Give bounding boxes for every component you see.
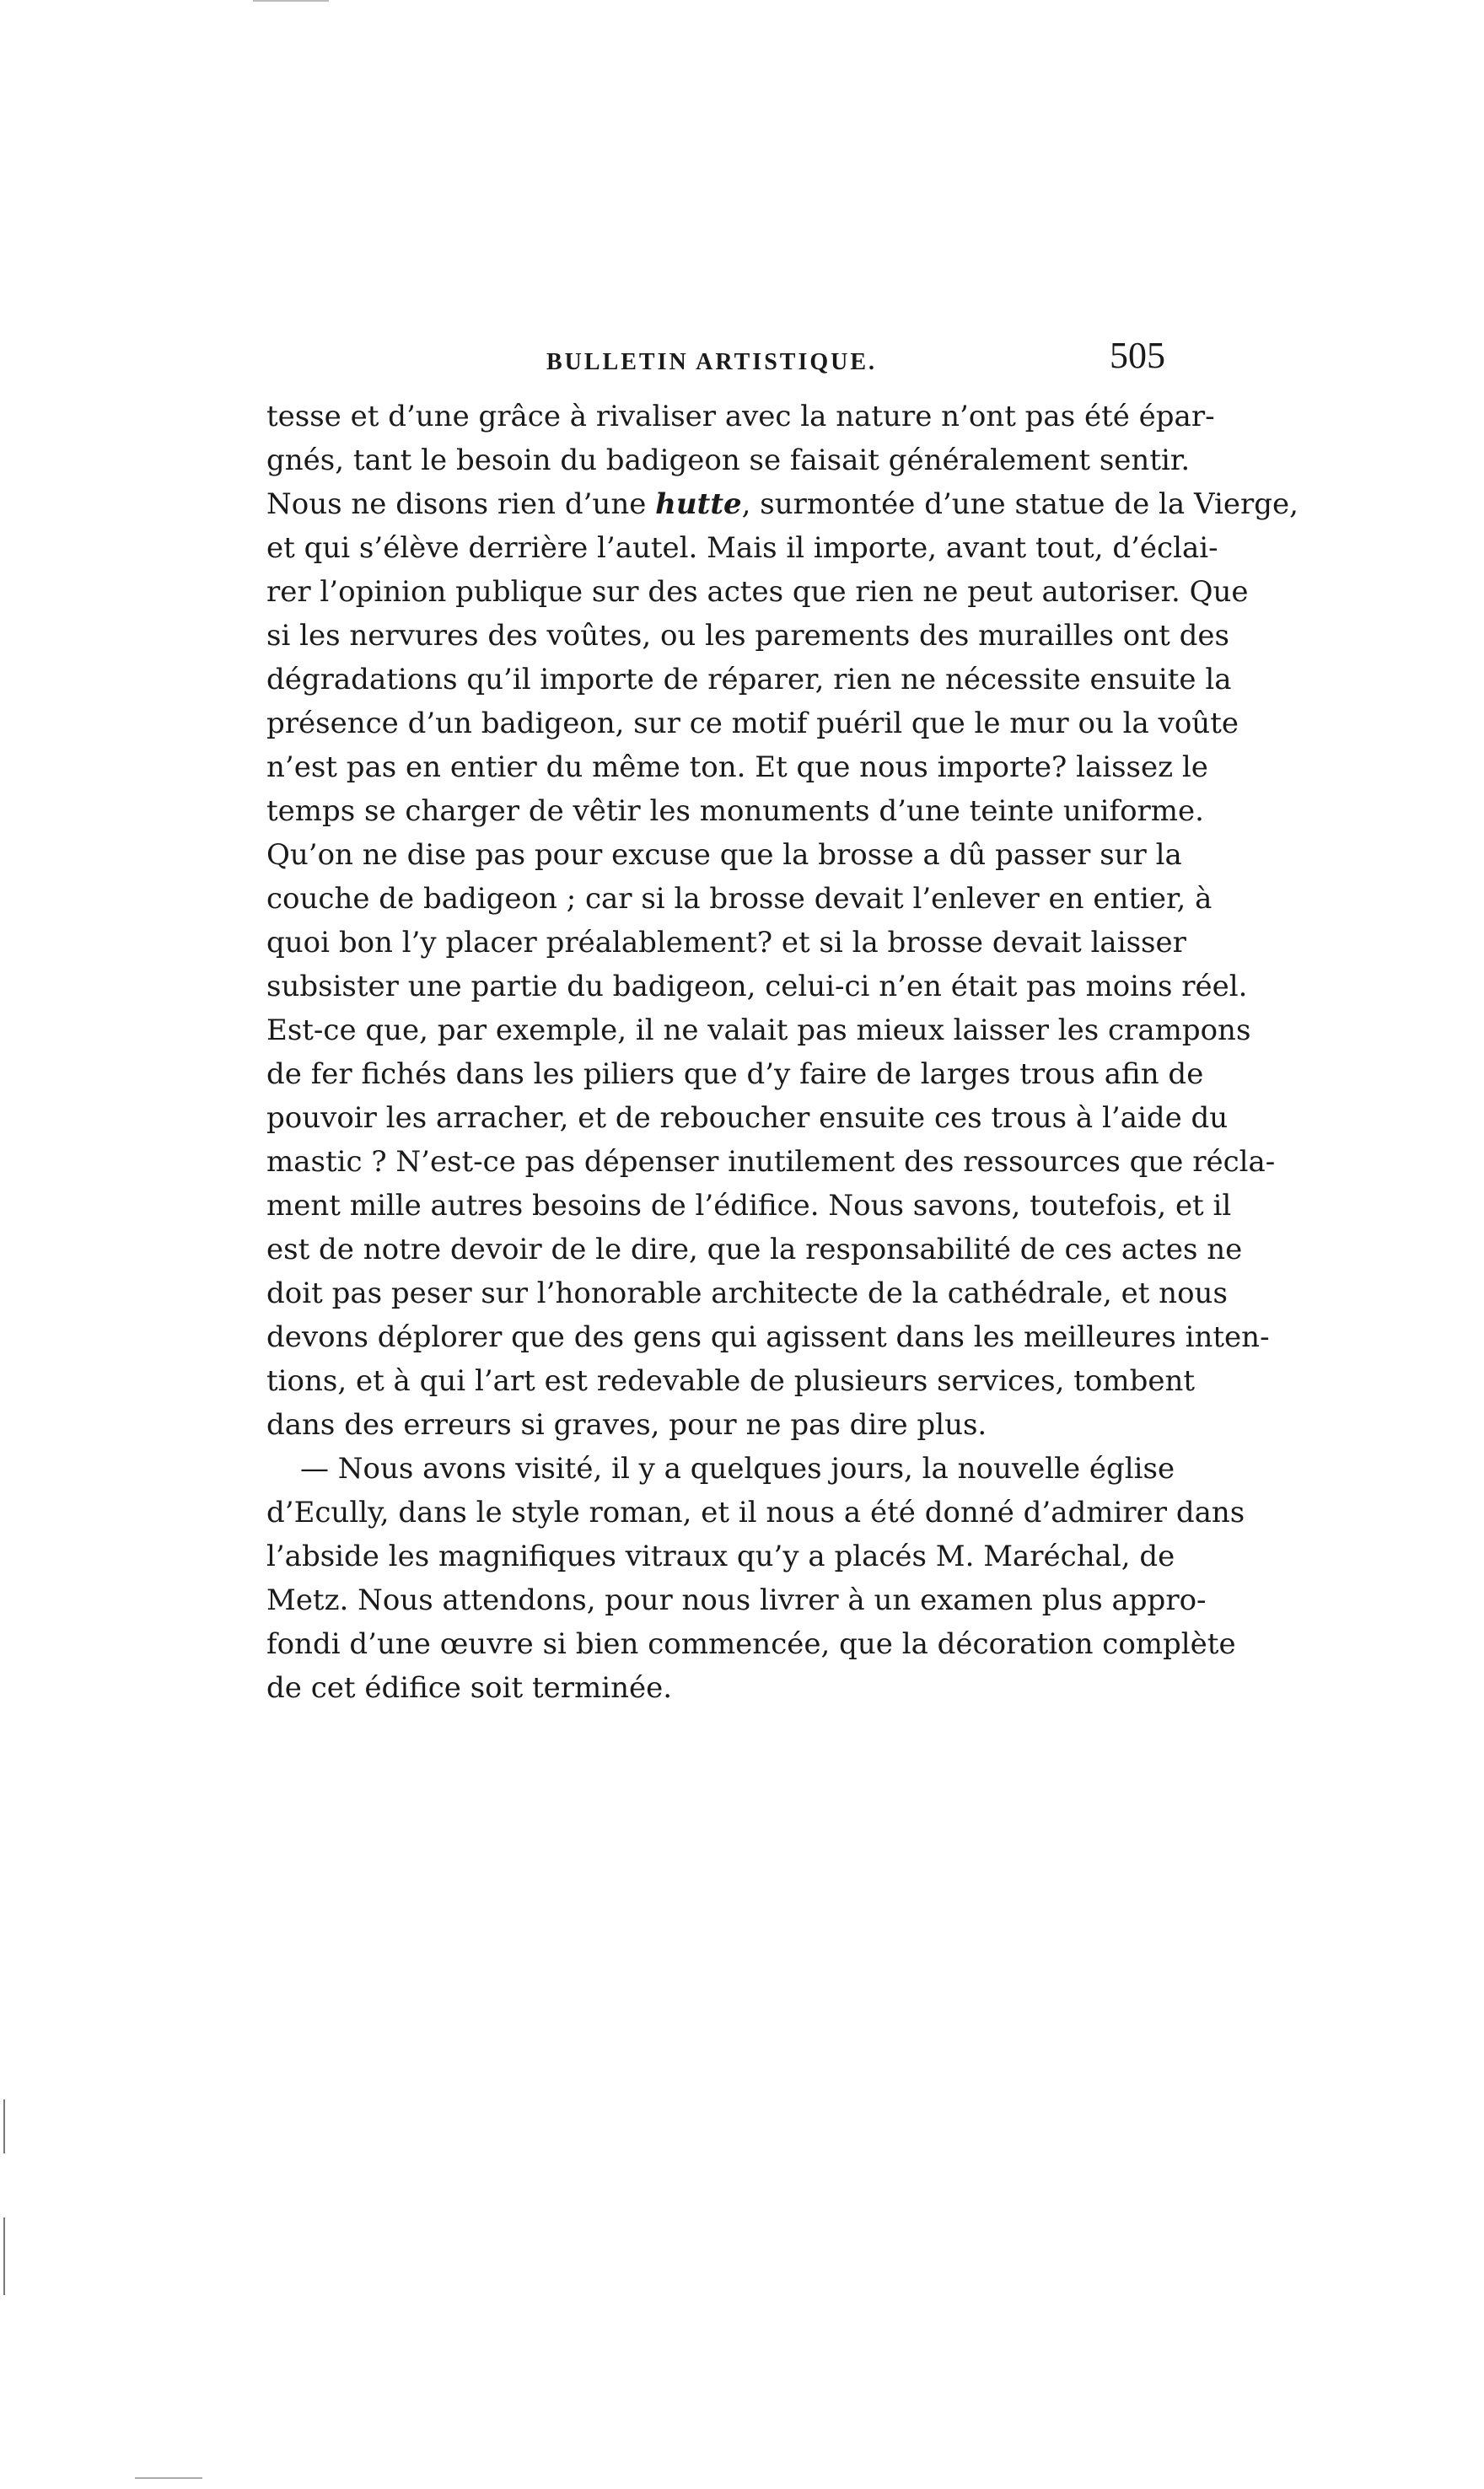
- text-line: [266, 482, 1298, 526]
- text-line: l’abside les magnifiques vitraux qu’y a placés M. Maréchal, de: [266, 1540, 1175, 1573]
- text-line: et qui s’élève derrière l’autel. Mais il importe, avant tout, d’éclai-: [266, 531, 1218, 565]
- text-line: couche de badigeon ; car si la brosse devait l’enlever en entier, à: [266, 882, 1212, 916]
- text-line: tions, et à qui l’art est redevable de plusieurs services, tombent: [266, 1364, 1196, 1398]
- text-line: fondi d’une œuvre si bien commencée, que la décoration complète: [266, 1627, 1236, 1661]
- scan-mark-bottom: [135, 2477, 202, 2479]
- text-line: quoi bon l’y placer préalablement? et si la brosse devait laisser: [266, 926, 1186, 960]
- emphasis-word: hutte: [655, 487, 742, 521]
- text-line: Metz. Nous attendons, pour nous livrer à un examen plus appro-: [266, 1583, 1207, 1617]
- text-line: de fer fichés dans les piliers que d’y faire de larges trous afin de: [266, 1057, 1204, 1091]
- text-line: dégradations qu’il importe de réparer, rien ne nécessite ensuite la: [266, 663, 1232, 696]
- text-span: , surmontée d’une statue de la Vierge,: [741, 487, 1298, 521]
- text-line: — Nous avons visité, il y a quelques jours, la nouvelle église: [300, 1452, 1175, 1486]
- text-line: si les nervures des voûtes, ou les parements des murailles ont des: [266, 619, 1229, 653]
- scan-mark-top: [253, 0, 329, 2]
- text-line: gnés, tant le besoin du badigeon se faisait généralement sentir.: [266, 444, 1191, 477]
- text-line: Est-ce que, par exemple, il ne valait pas mieux laisser les crampons: [266, 1013, 1251, 1047]
- text-line: rer l’opinion publique sur des actes que rien ne peut autoriser. Que: [266, 575, 1249, 609]
- text-line: n’est pas en entier du même ton. Et que nous importe? laissez le: [266, 750, 1208, 784]
- text-line: doit pas peser sur l’honorable architecte de la cathédrale, et nous: [266, 1277, 1228, 1310]
- text-line: Qu’on ne dise pas pour excuse que la brosse a dû passer sur la: [266, 838, 1182, 872]
- text-line: d’Ecully, dans le style roman, et il nous a été donné d’admirer dans: [266, 1496, 1245, 1529]
- text-line: pouvoir les arracher, et de reboucher ensuite ces trous à l’aide du: [266, 1101, 1229, 1135]
- text-line: dans des erreurs si graves, pour ne pas dire plus.: [266, 1408, 987, 1442]
- text-span: Nous ne disons rien d’une: [266, 487, 656, 521]
- scan-mark-left-2: [3, 2218, 5, 2295]
- body-text: [266, 395, 1298, 1710]
- text-line: mastic ? N’est-ce pas dépenser inutilement des ressources que récla-: [266, 1145, 1276, 1179]
- text-line: présence d’un badigeon, sur ce motif puéril que le mur ou la voûte: [266, 707, 1239, 740]
- page-header: [266, 334, 1165, 384]
- running-title: BULLETIN ARTISTIQUE.: [546, 349, 878, 375]
- text-line: ment mille autres besoins de l’édifice. Nous savons, toutefois, et il: [266, 1189, 1232, 1223]
- text-line: devons déplorer que des gens qui agissent dans les meilleures inten-: [266, 1320, 1270, 1354]
- text-line: tesse et d’une grâce à rivaliser avec la nature n’ont pas été épar-: [266, 400, 1215, 433]
- text-line: de cet édifice soit terminée.: [266, 1671, 673, 1705]
- text-line: est de notre devoir de le dire, que la responsabilité de ces actes ne: [266, 1233, 1243, 1266]
- text-line: temps se charger de vêtir les monuments d’une teinte uniforme.: [266, 794, 1204, 828]
- text-line: subsister une partie du badigeon, celui-ci n’en était pas moins réel.: [266, 970, 1248, 1003]
- scan-mark-left-1: [3, 2099, 5, 2153]
- page-number: 505: [1110, 335, 1165, 376]
